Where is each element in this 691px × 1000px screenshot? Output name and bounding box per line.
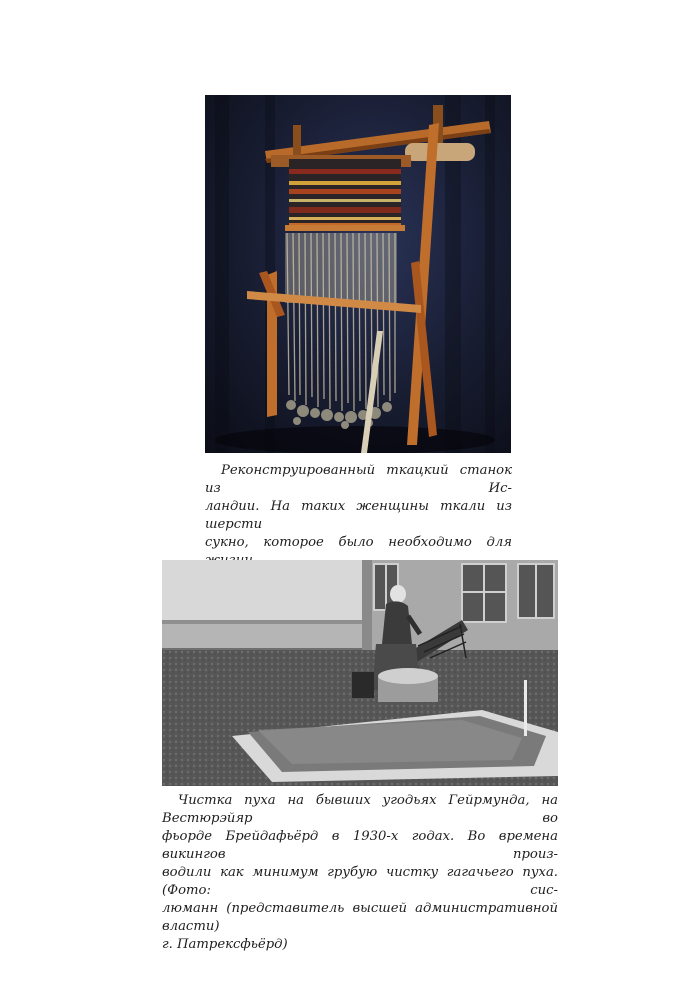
caption-line: водили как минимум грубую чистку гагачьего пуха. (Фото: сис- (162, 865, 558, 898)
down-cleaning-illustration (162, 560, 558, 786)
loom-photo (205, 95, 511, 453)
down-cleaning-photo (162, 560, 558, 786)
down-cleaning-caption (162, 792, 558, 954)
loom-illustration (205, 95, 511, 453)
caption-line: люманн (представитель высшей административной власти) (162, 901, 558, 934)
caption-line: г. Патрексфьёрд) (162, 937, 288, 952)
caption-line: Реконструированный ткацкий станок из Ис- (205, 463, 512, 496)
caption-line: ландии. На таких женщины ткали из шерсти (205, 499, 512, 532)
caption-line: сукно, которое было необходимо для (205, 535, 512, 550)
caption-line: фьорде Брейдафьёрд в 1930-х годах. Во времена викингов произ- (162, 829, 558, 862)
caption-line: Чистка пуха на бывших угодьях Гейрмунда, на Вестюрэйяр во (162, 793, 558, 826)
